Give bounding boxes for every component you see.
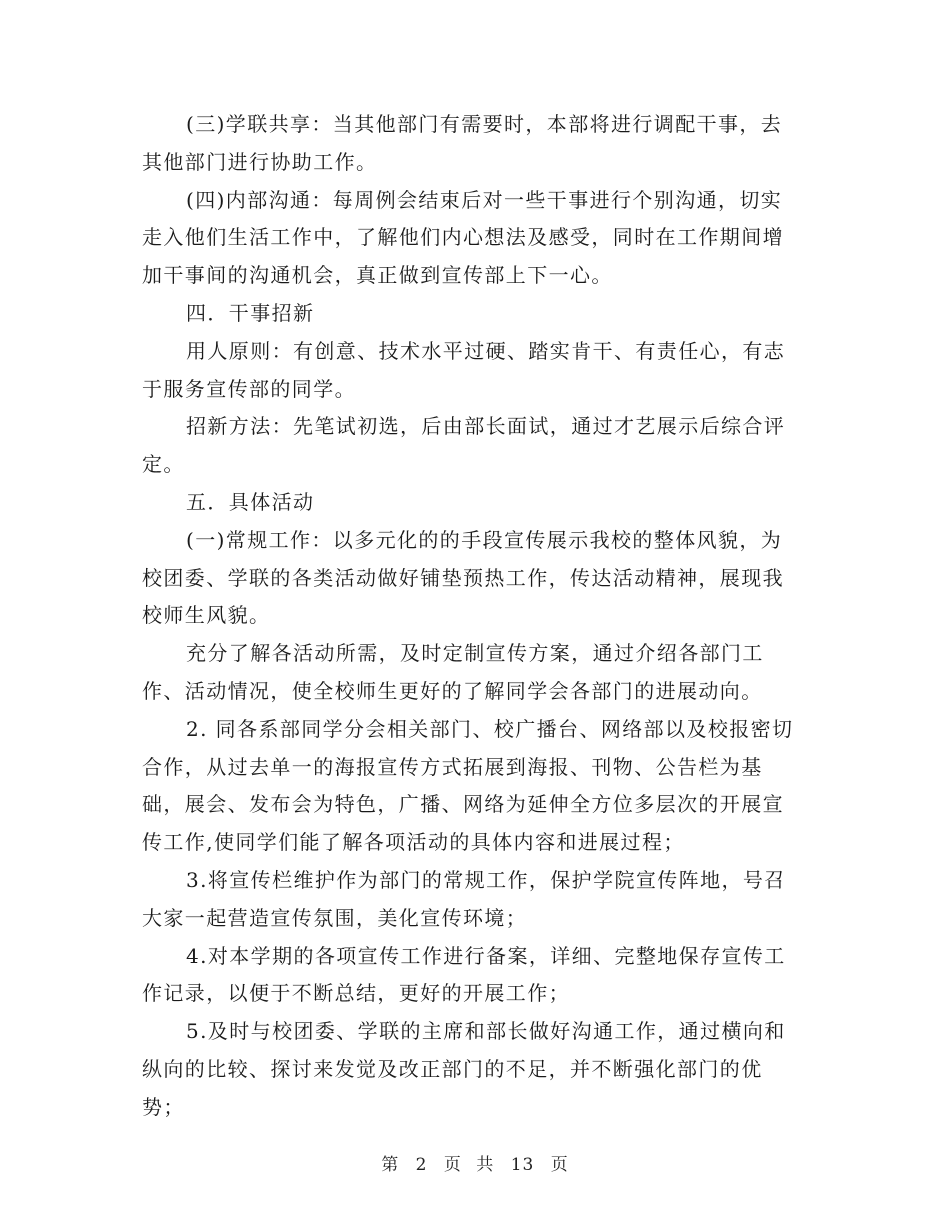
paragraph-recruitment-method: 招新方法：先笔试初选，后由部长面试，通过才艺展示后综合评定。 — [142, 414, 786, 477]
footer-current-page: 2 — [415, 1155, 428, 1175]
list-item-2: 2. 同各系部同学分会相关部门、校广播台、网络部以及校报密切合作，从过去单一的海报宣传方式拓展到海报、刊物、公告栏为基础，展会、发布会为特色，广播、网络为延伸全方位多层次的开展宣传工作,使同学们能了解各项活动的具体内容和进展过程； — [142, 716, 794, 855]
footer-total-word: 共 — [476, 1155, 495, 1175]
document-body — [142, 106, 802, 1127]
section-heading-activities: 五．具体活动 — [186, 489, 315, 514]
paragraph-hiring-principle: 用人原则：有创意、技术水平过硬、踏实肯干、有责任心，有志于服务宣传部的同学。 — [142, 338, 786, 401]
paragraph-internal-communication: (四)内部沟通：每周例会结束后对一些干事进行个别沟通，切实走入他们生活工作中，了解他们内心想法及感受，同时在工作期间增加干事间的沟通机会，真正做到宣传部上下一心。 — [142, 187, 784, 288]
paragraph-shared-staff: (三)学联共享：当其他部门有需要时，本部将进行调配干事，去其他部门进行协助工作。 — [142, 112, 783, 174]
footer-page-word: 页 — [443, 1155, 462, 1175]
footer-suffix: 页 — [550, 1155, 569, 1175]
section-heading-recruitment: 四．干事招新 — [186, 300, 315, 325]
list-item-5: 5.及时与校团委、学联的主席和部长做好沟通工作，通过横向和纵向的比较、探讨来发觉及改正部门的不足，并不断强化部门的优势； — [142, 1019, 786, 1119]
list-item-4: 4.对本学期的各项宣传工作进行备案，详细、完整地保存宣传工作记录，以便于不断总结，更好的开展工作； — [142, 943, 786, 1006]
paragraph-understand-needs: 充分了解各活动所需，及时定制宣传方案，通过介绍各部门工作、活动情况，使全校师生更好的了解同学会各部门的进展动向。 — [142, 641, 764, 703]
page-footer — [0, 1150, 950, 1175]
paragraph-routine-work: (一)常规工作：以多元化的的手段宣传展示我校的整体风貌，为校团委、学联的各类活动做好铺垫预热工作，传达活动精神，展现我校师生风貌。 — [142, 527, 784, 628]
footer-total-pages: 13 — [510, 1155, 535, 1175]
list-item-3: 3.将宣传栏维护作为部门的常规工作，保护学院宣传阵地，号召大家一起营造宣传氛围，美化宣传环境； — [142, 867, 786, 930]
footer-prefix: 第 — [381, 1155, 400, 1175]
